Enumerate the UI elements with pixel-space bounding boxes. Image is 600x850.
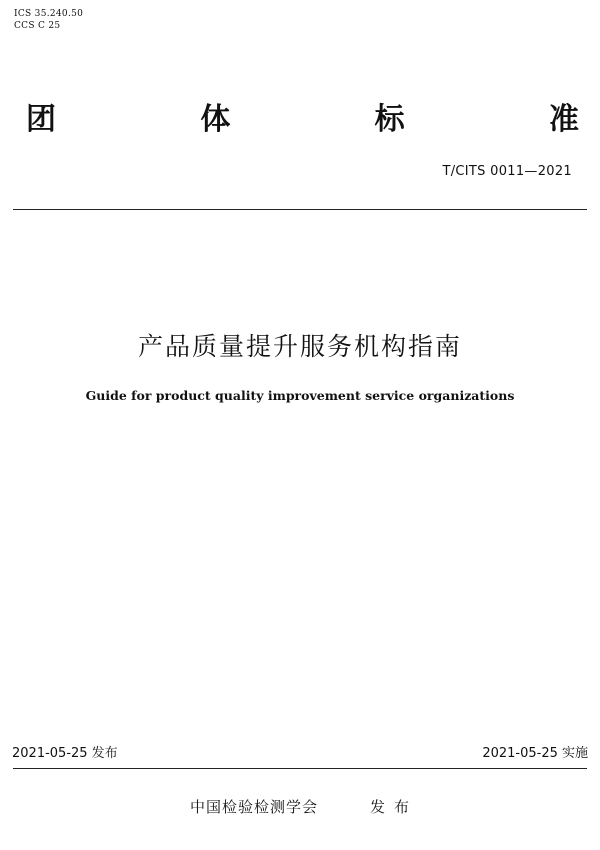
issuing-organization: 中国检验检测学会	[190, 798, 319, 816]
document-title-english: Guide for product quality improvement service organizations	[85, 388, 515, 403]
standard-type-char: 准	[548, 102, 579, 137]
standard-type-heading	[26, 100, 579, 140]
standard-type-char: 标	[374, 102, 405, 137]
standard-type-char: 团	[26, 102, 56, 137]
issue-label: 发布	[370, 798, 419, 816]
publish-date: 2021-05-25 发布	[12, 746, 118, 761]
top-divider	[13, 209, 587, 210]
ccs-code: CCS C 25	[14, 21, 61, 31]
document-title-chinese: 产品质量提升服务机构指南	[137, 332, 462, 361]
standard-type-char: 体	[200, 102, 231, 137]
implementation-date: 2021-05-25 实施	[482, 746, 588, 761]
standard-number: T/CITS 0011—2021	[442, 164, 572, 179]
ics-code: ICS 35.240.50	[14, 9, 84, 19]
bottom-divider	[13, 768, 587, 769]
